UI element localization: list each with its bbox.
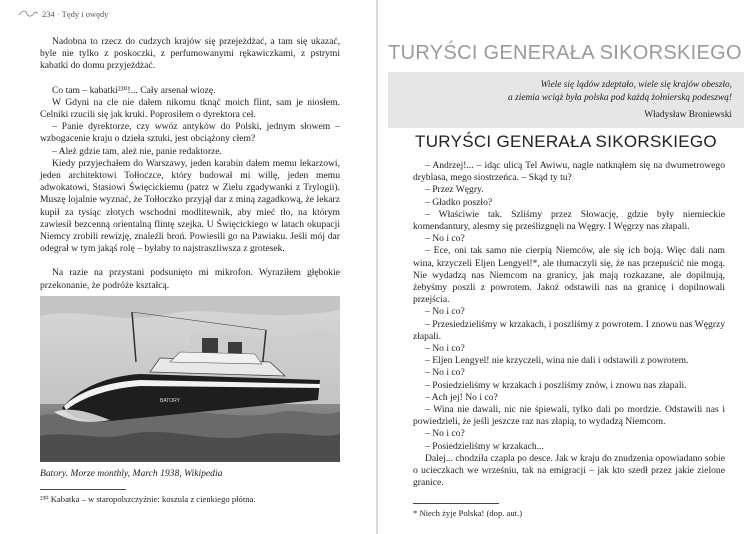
right-footnote: * Niech żyje Polska! (dop. aut.) [413, 508, 523, 518]
right-paragraph: – Posiedzieliśmy w krzakach i poszliśmy znów, i znowu nas złapali. [425, 379, 687, 391]
right-paragraph: – Przez Węgry. [425, 184, 484, 196]
ship-photo [40, 296, 340, 462]
left-paragraph: Co tam – kabatki²³⁰!... Cały arsenał wiozę. [52, 84, 216, 96]
right-paragraph: – No i co? [425, 343, 465, 355]
epigraph-line: a ziemia wciąż była polska pod każdą żołnierską podeszwą! [508, 92, 732, 103]
footnote-rule [413, 503, 499, 504]
right-paragraph: Dalej... chodziła czapla po desce. Jak w kraju do znudzenia opowiadano sobie o ucieczkach we wrześniu, tak na emigracji – jak kto szedł przez jakie zielone granice. [413, 452, 725, 489]
left-paragraph: W Gdyni na cle nie dałem nikomu tknąć moich flint, sam je niosłem. Celniki rzucili się jak kruki. Poprosiłem o dyrektora ceł. [40, 96, 340, 121]
running-head-text: 234 · Tędy i owędy [42, 9, 109, 19]
left-paragraph: Nadobna to rzecz do cudzych krajów się przejeżdżać, a tam się ukazać, byle nie tylko z poskoczki, z perfumowanymi rękawiczkami, z pstrymi kabatki do domu przyjeżdżać. [40, 36, 340, 72]
right-paragraph: – Przesiedzieliśmy w krzakach, i poszliśmy z powrotem. I znowu nas Węgrzy złapali. [413, 318, 725, 342]
right-paragraph: – Ach jej! No i co? [425, 391, 498, 403]
left-footnote: ²³⁰ Kabatka – w staropolszczyźnie: koszula z cienkiego płótna. [40, 494, 256, 504]
left-paragraph: Na razie na przystani podsunięto mi mikrofon. Wyraziłem głębokie przekonanie, że podróże kształcą. [40, 267, 340, 291]
chapter-title: TURYŚCI GENERAŁA SIKORSKIEGO [415, 132, 717, 151]
left-page [0, 0, 376, 534]
flourish-ornament-icon [18, 9, 38, 19]
right-paragraph: – Ece, oni tak samo nie cierpią Niemców, ale się ich boją. Więc dali nam wina, krzyczeli Eljen Lengyel!*, ale tłumaczyli się, że nas przepuścić nie mogą. Nie wydadzą nas Niemcom na granicy, jak mają rozkazane, ale dopilnują, żebyśmy poszli z powrotem. Jakoż odstawili nas na granicę i dopilnowali przejścia. [413, 245, 725, 306]
right-paragraph: – Eljen Lengyel! nie krzyczeli, wina nie dali i odstawili z powrotem. [425, 355, 689, 367]
epigraph-text [508, 79, 732, 104]
right-paragraph: – No i co? [425, 428, 465, 440]
bridge [170, 352, 262, 364]
paragraph-gap [40, 255, 340, 267]
right-body-text [413, 160, 725, 489]
right-paragraph: – Właściwie tak. Szliśmy przez Słowację, gdzie były niemieckie komendantury, alesmy się prześlizgnęli na Węgry. I Węgrzy nas złapali. [413, 208, 725, 233]
right-paragraph: – Gładko poszło? [425, 196, 493, 208]
epigraph-author: Władysław Broniewski [644, 110, 732, 120]
photo-caption: Batory. Morze monthly, March 1938, Wikipedia [40, 468, 223, 479]
left-paragraph: Kiedy przyjechałem do Warszawy, jeden karabin dałem memu lekarzowi, jeden architektowi Tołłoczce, który budował mi willę, jeden memu adwokatowi, Stasiowi Święcickiemu (patrz w Zielu zgadywanki z Trylogii). Muszę lojalnie wyznać, że Tołłoczko przyjął dar z miną zagadkową, że lekarz kupił za tysiąc złotych wschodni modlitewnik, aby mieć tło, na którym zawiesił bezcenną orientalną flintę szejka. U Święcickiego w latach okupacji Niemcy zrobili rewizję, znaleźli broń. Powiesili go na Pawiaku. Jeśli mój dar odegrał w tym jakąś rolę – byłaby to najstraszliwsza z grotesek. [40, 157, 340, 255]
paragraph-gap [40, 73, 340, 85]
right-paragraph: – Wina nie dawali, nic nie śpiewali, tylko dali po mordzie. Odstawili nas i powiedzieli, że jeśli jeszcze raz nas złapią, to wydadzą Niemcom. [413, 404, 725, 428]
left-paragraph: – Panie dyrektorze, czy wwóz antyków do Polski, jednym słowem – wzbogacenie kraju o dzieła sztuki, jest obciążony cłem? [40, 121, 340, 145]
right-paragraph: – No i co? [425, 233, 465, 245]
running-head [18, 9, 108, 19]
right-paragraph: – No i co? [425, 367, 465, 379]
left-body-text [40, 36, 340, 292]
right-page [378, 0, 755, 534]
right-paragraph: – No i co? [425, 306, 465, 318]
epigraph-line: Wiele się lądów zdeptało, wiele się krajów obeszło, [540, 80, 732, 90]
section-title: TURYŚCI GENERAŁA SIKORSKIEGO [388, 42, 742, 64]
footnote-rule [40, 489, 126, 490]
waves [40, 432, 340, 462]
ship-name-label: BATORY [160, 398, 181, 404]
right-paragraph: – Andrzej!... – idąc ulicą Tel Awiwu, nagle natknąłem się na dwumetrowego dryblasa, mego siostrzeńca. – Skąd ty tu? [413, 160, 725, 184]
epigraph-box [388, 72, 744, 128]
left-paragraph: – Ależ gdzie tam, ależ nie, panie redaktorze. [52, 145, 222, 157]
right-paragraph: – Posiedzieliśmy w krzakach... [425, 440, 544, 452]
